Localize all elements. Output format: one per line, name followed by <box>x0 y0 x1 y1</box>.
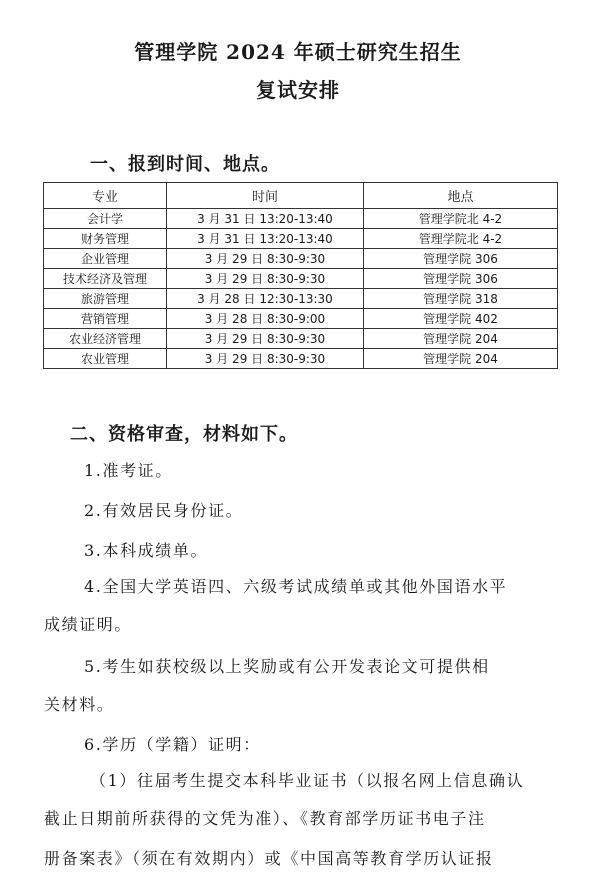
document-title-line1: 管理学院 2024 年硕士研究生招生 <box>134 40 462 64</box>
cell-location: 管理学院北 4-2 <box>364 209 558 229</box>
cell-time: 3 月 31 日 13:20-13:40 <box>167 209 364 229</box>
item-admission-ticket: 1.准考证。 <box>84 461 173 480</box>
cell-time: 3 月 31 日 13:20-13:40 <box>167 229 364 249</box>
cell-time: 3 月 29 日 8:30-9:30 <box>167 249 364 269</box>
item-transcript: 3.本科成绩单。 <box>84 541 209 560</box>
cell-time: 3 月 29 日 8:30-9:30 <box>167 349 364 369</box>
cell-major: 企业管理 <box>44 249 167 269</box>
cell-major: 旅游管理 <box>44 289 167 309</box>
cell-location: 管理学院 318 <box>364 289 558 309</box>
table-row <box>44 329 558 349</box>
header-time: 时间 <box>167 183 364 209</box>
document-title-line2: 复试安排 <box>256 78 340 102</box>
table-row <box>44 269 558 289</box>
item-education-proof: 6.学历（学籍）证明： <box>84 735 261 754</box>
cell-location: 管理学院 306 <box>364 269 558 289</box>
cell-location: 管理学院北 4-2 <box>364 229 558 249</box>
item-id-card: 2.有效居民身份证。 <box>84 501 244 520</box>
cell-major: 技术经济及管理 <box>44 269 167 289</box>
table-row <box>44 289 558 309</box>
table-header-row <box>44 183 558 209</box>
item-graduates-line2: 截止日期前所获得的文凭为准）、《教育部学历证书电子注 <box>44 809 486 828</box>
section1-heading: 一、报到时间、地点。 <box>90 154 280 175</box>
item-awards-line1: 5.考生如获校级以上奖励或有公开发表论文可提供相 <box>84 657 490 676</box>
cell-major: 营销管理 <box>44 309 167 329</box>
cell-major: 财务管理 <box>44 229 167 249</box>
cell-location: 管理学院 204 <box>364 329 558 349</box>
schedule-table <box>43 182 558 369</box>
item-english-scores-line2: 成绩证明。 <box>44 615 133 634</box>
section2-heading: 二、资格审查，材料如下。 <box>70 424 298 445</box>
cell-major: 会计学 <box>44 209 167 229</box>
table-row <box>44 209 558 229</box>
cell-location: 管理学院 402 <box>364 309 558 329</box>
header-location: 地点 <box>364 183 558 209</box>
cell-major: 农业管理 <box>44 349 167 369</box>
table-row <box>44 309 558 329</box>
item-awards-line2: 关材料。 <box>44 695 115 714</box>
cell-major: 农业经济管理 <box>44 329 167 349</box>
cell-time: 3 月 28 日 12:30-13:30 <box>167 289 364 309</box>
cell-location: 管理学院 204 <box>364 349 558 369</box>
table-row <box>44 229 558 249</box>
cell-time: 3 月 29 日 8:30-9:30 <box>167 329 364 349</box>
table-row <box>44 249 558 269</box>
cell-location: 管理学院 306 <box>364 249 558 269</box>
cell-time: 3 月 29 日 8:30-9:30 <box>167 269 364 289</box>
item-graduates-line3: 册备案表》（须在有效期内）或《中国高等教育学历认证报 <box>44 849 494 868</box>
table-row <box>44 349 558 369</box>
header-major: 专业 <box>44 183 167 209</box>
item-english-scores-line1: 4.全国大学英语四、六级考试成绩单或其他外国语水平 <box>84 577 508 596</box>
cell-time: 3 月 28 日 8:30-9:00 <box>167 309 364 329</box>
item-graduates-line1: （1）往届考生提交本科毕业证书（以报名网上信息确认 <box>90 771 525 790</box>
